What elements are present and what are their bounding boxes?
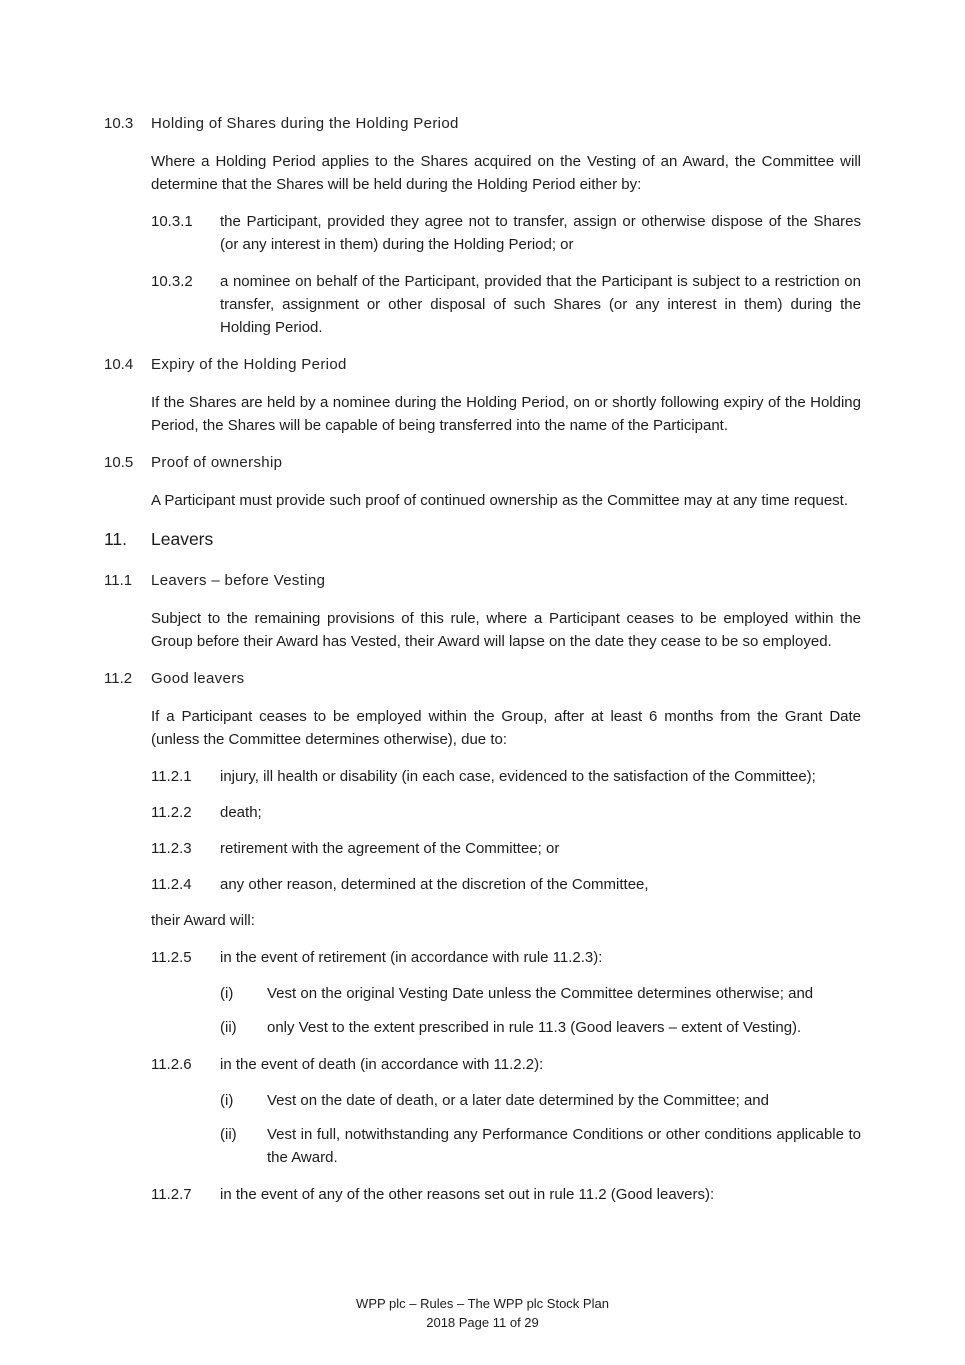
chapter-heading-11 bbox=[104, 526, 861, 552]
clause-text: retirement with the agreement of the Committee; or bbox=[220, 840, 560, 857]
subclause-text: Vest on the date of death, or a later date determined by the Committee; and bbox=[267, 1092, 769, 1109]
section-title: Leavers – before Vesting bbox=[151, 572, 326, 589]
section-title: Good leavers bbox=[151, 670, 245, 687]
clause-10-3-2 bbox=[151, 270, 861, 339]
clause-11-2-3 bbox=[151, 837, 861, 860]
clause-11-2-6 bbox=[151, 1053, 861, 1076]
clause-text: in the event of death (in accordance with 11.2.2): bbox=[220, 1056, 544, 1073]
subclause-11-2-5-i bbox=[220, 982, 861, 1005]
subclause-11-2-5-ii bbox=[220, 1016, 861, 1039]
section-number: 10.4 bbox=[104, 356, 134, 373]
clause-text: injury, ill health or disability (in each case, evidenced to the satisfaction of the Committee); bbox=[220, 768, 816, 785]
subclause-marker: (i) bbox=[220, 985, 234, 1002]
clause-11-2-2 bbox=[151, 801, 861, 824]
subclause-text: only Vest to the extent prescribed in rule 11.3 (Good leavers – extent of Vesting). bbox=[267, 1019, 802, 1036]
section-title: Proof of ownership bbox=[151, 454, 283, 471]
section-heading-11-2 bbox=[104, 667, 861, 690]
section-heading-11-1 bbox=[104, 569, 861, 592]
subclause-marker: (ii) bbox=[220, 1126, 237, 1143]
footer-page-number: 2018 Page 11 of 29 bbox=[426, 1314, 539, 1330]
clause-text: a nominee on behalf of the Participant, provided that the Participant is subject to a restriction on transfer, assignment or other disposal of such Shares (or any interest in them) during the Holding Period. bbox=[220, 273, 861, 336]
section-number: 11.1 bbox=[104, 572, 133, 589]
clause-number: 11.2.5 bbox=[151, 949, 192, 966]
clause-text: death; bbox=[220, 804, 262, 821]
section-heading-10-4 bbox=[104, 353, 861, 376]
chapter-number: 11. bbox=[104, 529, 128, 549]
clause-text: the Participant, provided they agree not to transfer, assign or otherwise dispose of the Shares (or any interest in them) during the Holding Period; or bbox=[220, 213, 861, 253]
clause-11-2-1 bbox=[151, 765, 861, 788]
paragraph-10-3-intro: Where a Holding Period applies to the Shares acquired on the Vesting of an Award, the Committee will determine that the Shares will be held during the Holding Period either by: bbox=[151, 153, 861, 193]
clause-11-2-7 bbox=[151, 1183, 861, 1206]
section-number: 10.5 bbox=[104, 454, 134, 471]
paragraph-11-2-intro: If a Participant ceases to be employed within the Group, after at least 6 months from the Grant Date (unless the Committee determines otherwise), due to: bbox=[151, 708, 861, 748]
footer-document-title: WPP plc – Rules – The WPP plc Stock Plan bbox=[356, 1296, 609, 1311]
paragraph-11-1-body: Subject to the remaining provisions of this rule, where a Participant ceases to be employed within the Group before their Award has Vested, their Award will lapse on the date they cease to be so employed. bbox=[151, 610, 861, 650]
paragraph-10-5-body: A Participant must provide such proof of continued ownership as the Committee may at any time request. bbox=[151, 492, 849, 509]
clause-number: 10.3.2 bbox=[151, 273, 193, 290]
subclause-marker: (i) bbox=[220, 1092, 234, 1109]
clause-11-2-5 bbox=[151, 946, 861, 969]
clause-10-3-1 bbox=[151, 210, 861, 256]
paragraph-10-4-body: If the Shares are held by a nominee during the Holding Period, on or shortly following expiry of the Holding Period, the Shares will be capable of being transferred into the name of the Participant. bbox=[151, 394, 861, 434]
section-title: Holding of Shares during the Holding Period bbox=[151, 115, 459, 132]
paragraph-award-will: their Award will: bbox=[151, 912, 255, 929]
clause-number: 11.2.7 bbox=[151, 1186, 192, 1203]
subclause-text: Vest in full, notwithstanding any Performance Conditions or other conditions applicable to the Award. bbox=[267, 1126, 861, 1166]
section-number: 10.3 bbox=[104, 115, 134, 132]
clause-number: 10.3.1 bbox=[151, 213, 193, 230]
clause-text: any other reason, determined at the discretion of the Committee, bbox=[220, 876, 649, 893]
subclause-11-2-6-ii bbox=[220, 1123, 861, 1169]
clause-number: 11.2.6 bbox=[151, 1056, 192, 1073]
section-number: 11.2 bbox=[104, 670, 133, 687]
clause-number: 11.2.3 bbox=[151, 840, 192, 857]
clause-number: 11.2.4 bbox=[151, 876, 192, 893]
subclause-11-2-6-i bbox=[220, 1089, 861, 1112]
clause-text: in the event of retirement (in accordance with rule 11.2.3): bbox=[220, 949, 603, 966]
clause-text: in the event of any of the other reasons set out in rule 11.2 (Good leavers): bbox=[220, 1186, 715, 1203]
document-body bbox=[104, 112, 861, 1219]
subclause-text: Vest on the original Vesting Date unless the Committee determines otherwise; and bbox=[267, 985, 814, 1002]
page-footer bbox=[0, 1295, 965, 1332]
section-heading-10-5 bbox=[104, 451, 861, 474]
clause-number: 11.2.1 bbox=[151, 768, 192, 785]
clause-11-2-4 bbox=[151, 873, 861, 896]
subclause-marker: (ii) bbox=[220, 1019, 237, 1036]
section-title: Expiry of the Holding Period bbox=[151, 356, 347, 373]
clause-number: 11.2.2 bbox=[151, 804, 192, 821]
chapter-title: Leavers bbox=[151, 529, 214, 549]
section-heading-10-3 bbox=[104, 112, 861, 135]
